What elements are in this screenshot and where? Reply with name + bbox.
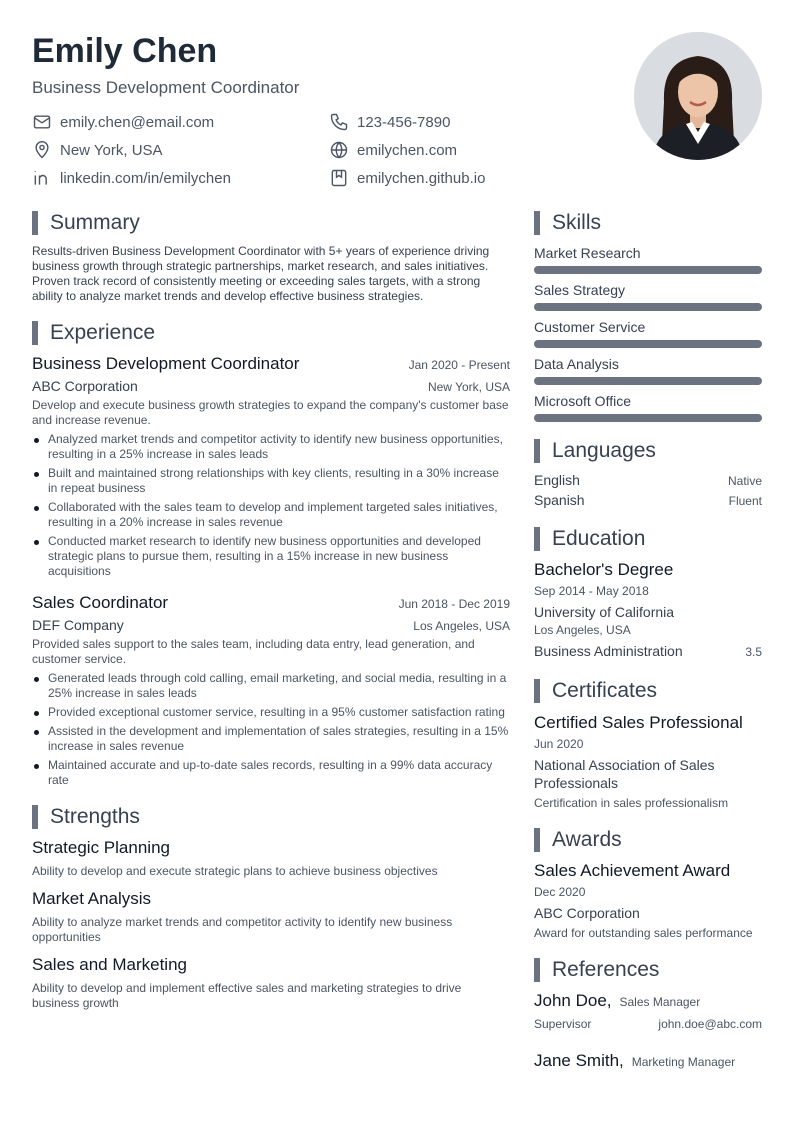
job-bullet: Analyzed market trends and competitor activity to identify new business opportunities, resulting in a 25% increase in sales leads xyxy=(32,432,510,462)
skill-item xyxy=(534,355,762,385)
section-accent-bar xyxy=(534,679,540,703)
skill-name: Customer Service xyxy=(534,319,646,335)
section-accent-bar xyxy=(534,958,540,982)
skill-item xyxy=(534,244,762,274)
education-heading xyxy=(534,526,762,552)
award-entry xyxy=(534,861,762,941)
section-accent-bar xyxy=(534,439,540,463)
section-title: Awards xyxy=(552,828,622,851)
summary-heading xyxy=(32,210,510,236)
contact-location xyxy=(32,140,329,160)
education-dates: Sep 2014 - May 2018 xyxy=(534,584,649,598)
strength-item xyxy=(32,838,510,879)
reference-name: Jane Smith, xyxy=(534,1051,624,1070)
section-title: Experience xyxy=(50,321,156,344)
section-title: Strengths xyxy=(50,805,140,828)
school-name: University of California xyxy=(534,604,675,620)
profile-photo xyxy=(634,32,762,160)
job-bullet: Generated leads through cold calling, email marketing, and social media, resulting in a 25% increase in sales leads xyxy=(32,671,510,701)
strength-name: Market Analysis xyxy=(32,889,152,908)
certificate-desc: Certification in sales professionalism xyxy=(534,796,729,810)
bookmark-icon xyxy=(329,168,349,188)
strength-desc: Ability to develop and implement effective sales and marketing strategies to drive business growth xyxy=(32,981,462,1010)
job-role: Business Development Coordinator xyxy=(32,354,300,373)
side-column xyxy=(534,210,762,1071)
job-dates: Jan 2020 - Present xyxy=(408,358,510,372)
language-name: English xyxy=(534,472,580,488)
resume-header xyxy=(32,30,622,188)
section-accent-bar xyxy=(32,805,38,829)
reference-email[interactable]: john.doe@abc.com xyxy=(658,1017,762,1031)
section-accent-bar xyxy=(534,828,540,852)
section-title: References xyxy=(552,958,660,981)
awards-heading xyxy=(534,827,762,853)
reference-entry xyxy=(534,1051,762,1071)
section-accent-bar xyxy=(32,211,38,235)
strength-name: Strategic Planning xyxy=(32,838,170,857)
globe-icon xyxy=(329,140,349,160)
contact-linkedin[interactable] xyxy=(32,168,329,188)
job-role: Sales Coordinator xyxy=(32,593,169,612)
linkedin-icon xyxy=(32,168,52,188)
phone-icon xyxy=(329,112,349,132)
certificate-name: Certified Sales Professional xyxy=(534,713,743,732)
certificate-entry xyxy=(534,712,762,811)
degree: Bachelor's Degree xyxy=(534,560,674,579)
candidate-title: Business Development Coordinator xyxy=(32,78,300,97)
location-text: New York, USA xyxy=(60,141,163,159)
skill-name: Data Analysis xyxy=(534,356,619,372)
strength-desc: Ability to analyze market trends and competitor activity to identify new business opportunities xyxy=(32,915,453,944)
job-bullet: Conducted market research to identify new business opportunities and developed strategic plans to pursue them, resulting in a 15% increase in new business acquisitions xyxy=(32,534,510,579)
experience-heading xyxy=(32,320,510,346)
certificate-date: Jun 2020 xyxy=(534,737,584,751)
skill-level-bar xyxy=(534,266,762,274)
email-text: emily.chen@email.com xyxy=(60,113,215,131)
section-title: Summary xyxy=(50,211,140,234)
job-description: Provided sales support to the sales team, including data entry, lead generation, and customer service. xyxy=(32,637,475,666)
language-name: Spanish xyxy=(534,492,585,508)
skills-heading xyxy=(534,210,762,236)
section-accent-bar xyxy=(534,527,540,551)
skill-level-bar xyxy=(534,303,762,311)
award-date: Dec 2020 xyxy=(534,885,586,899)
strength-item xyxy=(32,955,510,1011)
section-title: Education xyxy=(552,527,646,550)
website-text: emilychen.com xyxy=(357,141,458,159)
section-title: Skills xyxy=(552,211,602,234)
job-company: DEF Company xyxy=(32,617,124,633)
skill-name: Microsoft Office xyxy=(534,393,631,409)
job-location: New York, USA xyxy=(427,380,510,394)
skill-item xyxy=(534,318,762,348)
map-pin-icon xyxy=(32,140,52,160)
person-portrait-icon xyxy=(634,32,762,160)
references-heading xyxy=(534,957,762,983)
gpa: 3.5 xyxy=(745,645,762,659)
reference-relation: Supervisor xyxy=(534,1017,592,1031)
strength-item xyxy=(32,889,510,945)
skill-item xyxy=(534,281,762,311)
skill-level-bar xyxy=(534,340,762,348)
job-bullet: Provided exceptional customer service, resulting in a 95% customer satisfaction rating xyxy=(32,705,510,720)
section-title: Languages xyxy=(552,439,656,462)
section-accent-bar xyxy=(534,211,540,235)
section-accent-bar xyxy=(32,321,38,345)
award-desc: Award for outstanding sales performance xyxy=(534,926,753,940)
skill-item xyxy=(534,392,762,422)
strengths-heading xyxy=(32,804,510,830)
contact-github[interactable] xyxy=(329,168,609,188)
field-of-study: Business Administration xyxy=(534,643,683,659)
skill-name: Sales Strategy xyxy=(534,282,626,298)
reference-entry xyxy=(534,991,762,1031)
job-bullets xyxy=(32,671,510,788)
linkedin-text: linkedin.com/in/emilychen xyxy=(60,169,231,187)
experience-entry xyxy=(32,354,510,579)
contact-list xyxy=(32,112,622,188)
education-entry xyxy=(534,560,762,660)
certificates-heading xyxy=(534,678,762,704)
job-description: Develop and execute business growth strategies to expand the company's customer base and increase revenue. xyxy=(32,398,509,427)
summary-text: Results-driven Business Development Coordinator with 5+ years of experience driving business growth through strategic partnerships, market research, and sales initiatives. Proven track record of consistently meeting or exceeding sales targets, with a strong ability to analyze market trends and develop effective business strategies. xyxy=(32,244,490,303)
school-location: Los Angeles, USA xyxy=(534,623,631,637)
contact-website[interactable] xyxy=(329,140,609,160)
job-location: Los Angeles, USA xyxy=(413,619,510,633)
job-bullet: Assisted in the development and implementation of sales strategies, resulting in a 15% increase in sales revenue xyxy=(32,724,510,754)
phone-text: 123-456-7890 xyxy=(357,113,451,131)
skill-level-bar xyxy=(534,377,762,385)
certificate-issuer: National Association of Sales Professionals xyxy=(534,757,715,791)
job-bullets xyxy=(32,432,510,579)
strength-name: Sales and Marketing xyxy=(32,955,187,974)
job-bullet: Maintained accurate and up-to-date sales records, resulting in a 99% data accuracy rate xyxy=(32,758,510,788)
language-item xyxy=(534,492,762,508)
skill-name: Market Research xyxy=(534,245,641,261)
job-dates: Jun 2018 - Dec 2019 xyxy=(398,597,510,611)
section-title: Certificates xyxy=(552,679,658,702)
experience-entry xyxy=(32,593,510,788)
language-level: Fluent xyxy=(728,494,762,508)
skill-level-bar xyxy=(534,414,762,422)
contact-email[interactable] xyxy=(32,112,329,132)
languages-heading xyxy=(534,438,762,464)
language-item xyxy=(534,472,762,488)
candidate-name: Emily Chen xyxy=(32,32,218,70)
reference-role: Marketing Manager xyxy=(631,1055,736,1069)
strength-desc: Ability to develop and execute strategic plans to achieve business objectives xyxy=(32,864,438,878)
github-text: emilychen.github.io xyxy=(357,169,486,187)
job-bullet: Built and maintained strong relationships with key clients, resulting in a 30% increase in repeat business xyxy=(32,466,510,496)
job-bullet: Collaborated with the sales team to develop and implement targeted sales initiatives, resulting in a 20% increase in sales revenue xyxy=(32,500,510,530)
award-issuer: ABC Corporation xyxy=(534,905,640,921)
language-level: Native xyxy=(727,474,762,488)
award-name: Sales Achievement Award xyxy=(534,861,731,880)
job-company: ABC Corporation xyxy=(32,378,138,394)
mail-icon xyxy=(32,112,52,132)
reference-name: John Doe, xyxy=(534,991,612,1010)
contact-phone[interactable] xyxy=(329,112,609,132)
reference-role: Sales Manager xyxy=(619,995,701,1009)
main-column xyxy=(32,210,510,1021)
